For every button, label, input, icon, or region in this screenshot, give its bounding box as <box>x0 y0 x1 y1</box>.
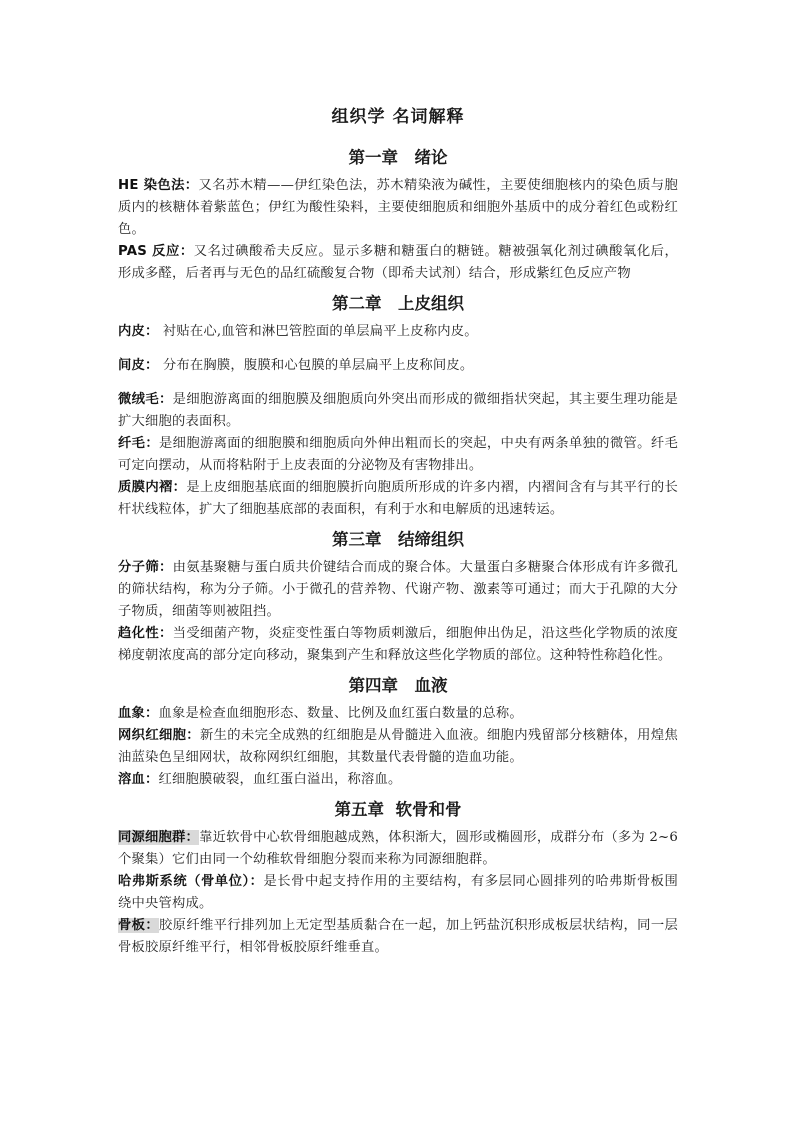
glossary-entry <box>118 725 678 769</box>
entry-definition: 衬贴在心,血管和淋巴管腔面的单层扁平上皮称内皮。 <box>158 324 478 339</box>
entry-definition: 红细胞膜破裂，血红蛋白溢出，称溶血。 <box>158 772 402 787</box>
entry-definition: 靠近软骨中心软骨细胞越成熟，体积渐大，圆形或椭圆形，成群分布（多为 2~6 个聚集）它们由同一个幼稚软骨细胞分裂而来称为同源细胞群。 <box>118 830 678 867</box>
entry-term: 哈弗斯系统（骨单位）： <box>118 874 264 889</box>
chapter-title: 第三章 结缔组织 <box>332 530 464 549</box>
entry-term: 网织红细胞： <box>118 728 200 743</box>
chapter-title: 第五章 软骨和骨 <box>334 800 462 819</box>
glossary-entry <box>118 433 678 477</box>
entry-term: 溶血： <box>118 772 159 787</box>
entry-definition: 胶原纤维平行排列加上无定型基质黏合在一起，加上钙盐沉积形成板层状结构，同一层骨板胶原纤维平行，相邻骨板胶原纤维垂直。 <box>118 918 678 955</box>
glossary-entry <box>118 389 678 433</box>
entry-definition: 由氨基聚糖与蛋白质共价键结合而成的聚合体。大量蛋白多糖聚合体形成有许多微孔的筛状结构，称为分子筛。小于微孔的营养物、代谢产物、激素等可通过；而大于孔隙的大分子物质，细菌等则被阻挡。 <box>118 560 678 619</box>
glossary-entry <box>118 321 678 343</box>
chapter-title: 第一章 绪论 <box>348 148 448 167</box>
entry-term: 质膜内褶： <box>118 480 187 495</box>
entry-term: PAS 反应： <box>118 244 194 259</box>
glossary-entry <box>118 355 678 377</box>
glossary-entry <box>118 915 678 959</box>
entry-definition: 血象是检查血细胞形态、数量、比例及血红蛋白数量的总称。 <box>158 706 523 721</box>
entry-term: 纤毛： <box>118 436 159 451</box>
glossary-entry <box>118 871 678 915</box>
entry-definition: 新生的未完全成熟的红细胞是从骨髓进入血液。细胞内残留部分核糖体，用煌焦油蓝染色呈细网状，故称网织红细胞，其数量代表骨髓的造血功能。 <box>118 728 679 765</box>
entry-definition: 又名苏木精——伊红染色法，苏木精染液为碱性，主要使细胞核内的染色质与胞质内的核糖体着紫蓝色；伊红为酸性染料，主要使细胞质和细胞外基质中的成分着红色或粉红色。 <box>118 178 679 237</box>
glossary-entry <box>118 241 678 285</box>
glossary-entry <box>118 703 678 725</box>
chapter-title: 第二章 上皮组织 <box>332 294 464 313</box>
entry-definition: 当受细菌产物，炎症变性蛋白等物质刺激后，细胞伸出伪足，沿这些化学物质的浓度梯度朝浓度高的部分定向移动，聚集到产生和释放这些化学物质的部位。这种特性称趋化性。 <box>118 626 678 663</box>
entry-term: 内皮： <box>118 324 159 339</box>
entry-definition: 分布在胸膜，腹膜和心包膜的单层扁平上皮称间皮。 <box>158 358 474 373</box>
entry-definition: 是细胞游离面的细胞膜和细胞质向外伸出粗而长的突起，中央有两条单独的微管。纤毛可定向摆动，从而将粘附于上皮表面的分泌物及有害物排出。 <box>118 436 678 473</box>
glossary-entry <box>118 477 678 521</box>
document-title: 组织学 名词解释 <box>331 107 465 127</box>
entry-definition: 是细胞游离面的细胞膜及细胞质向外突出而形成的微细指状突起，其主要生理功能是扩大细胞的表面积。 <box>118 392 678 429</box>
glossary-entry <box>118 175 678 241</box>
entry-definition: 是上皮细胞基底面的细胞膜折向胞质所形成的许多内褶，内褶间含有与其平行的长杆状线粒体，扩大了细胞基底部的表面积，有利于水和电解质的迅速转运。 <box>118 480 678 517</box>
entry-term: 分子筛： <box>118 560 173 575</box>
entry-definition: 又名过碘酸希夫反应。显示多糖和糖蛋白的糖链。糖被强氧化剂过碘酸氧化后，形成多醛，后者再与无色的品红硫酸复合物（即希夫试剂）结合，形成紫红色反应产物 <box>118 244 679 281</box>
glossary-entry <box>118 769 678 791</box>
glossary-entry <box>118 623 678 667</box>
entry-term: 微绒毛： <box>118 392 173 407</box>
entry-term-highlighted: 同源细胞群： <box>118 830 200 845</box>
entry-term: HE 染色法： <box>118 178 199 193</box>
glossary-entry <box>118 827 678 871</box>
entry-term: 间皮： <box>118 358 159 373</box>
chapter-title: 第四章 血液 <box>348 676 448 695</box>
document-page <box>118 100 678 959</box>
entry-term: 血象： <box>118 706 159 721</box>
entry-term: 趋化性： <box>118 626 173 641</box>
entry-term-highlighted: 骨板： <box>118 918 159 933</box>
entry-definition: 是长骨中起支持作用的主要结构，有多层同心圆排列的哈弗斯骨板围绕中央管构成。 <box>118 874 678 911</box>
glossary-entry <box>118 557 678 623</box>
